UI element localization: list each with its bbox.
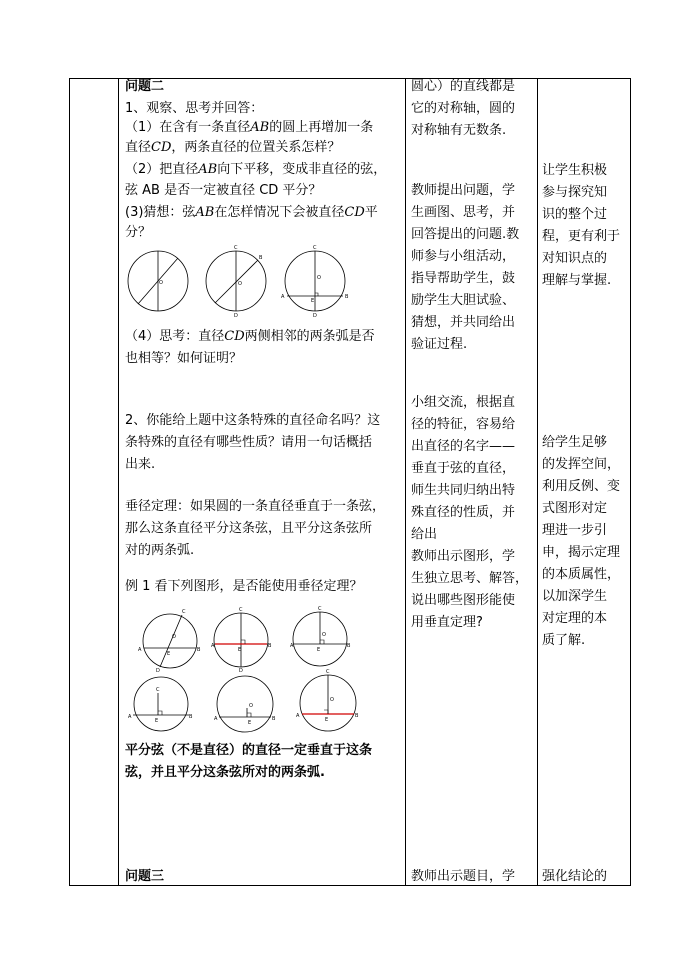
label-a: A [281,294,285,300]
label-b: B [259,255,263,261]
label-o: O [330,697,334,703]
table-border-right [630,78,631,886]
activity-text: 小组交流，根据直 [411,395,516,410]
table-divider-3 [537,78,538,886]
sub-question-3-line-1: (3)猜想：弦AB在怎样情况下会被直径CD平 [125,205,378,220]
table-divider-1 [118,78,119,886]
intent-text: 以加深学生 [542,589,608,604]
label-d: D [234,313,238,319]
activity-text: 猜想，并共同给出 [411,315,516,330]
label-e: E [325,717,329,723]
theorem-line-3: 对的两条弧. [125,543,195,558]
question-2-line-3: 出来. [125,457,156,472]
activity-text: 径的特征，容易给 [411,417,516,432]
figure-chord-bisected [281,245,353,319]
label-b: B [272,716,276,722]
activity-text: 说出哪些图形能使 [411,593,516,608]
activity-text: 验证过程. [411,337,468,352]
question-1: 1、观察、思考并回答： [125,101,264,116]
label-o: O [322,632,326,638]
sub-question-1-line-2: 直径CD，两条直径的位置关系怎样？ [125,140,341,155]
theorem-line-2: 那么这条直径平分这条弦，且平分这条弦所 [125,521,373,536]
table-divider-2 [405,78,406,886]
label-c: C [239,607,243,613]
label-b: B [345,294,349,300]
label-b: B [189,714,193,720]
label-a: A [211,643,215,649]
activity-text: 师参与小组活动， [411,249,516,264]
label-b: B [355,713,359,719]
activity-text: 它的对称轴，圆的 [411,101,516,116]
sub-question-4-line-2: 也相等？如何证明？ [125,351,243,366]
activity-text: 生画图、思考，并 [411,205,516,220]
label-o: O [159,280,163,286]
intent-text: 理解与掌握. [542,273,612,288]
activity-text: 教师提出问题，学 [411,183,516,198]
label-o: O [172,634,176,640]
label-o: O [317,275,321,281]
intent-text: 式图形对定 [542,501,608,516]
label-a: A [128,714,132,720]
intent-text: 的本质属性， [542,567,621,582]
sub-question-4-line-1: （4）思考：直径CD两侧相邻的两条弧是否 [125,329,375,344]
activity-text: 教师出示题目，学 [411,869,516,884]
figure-perpendicular-diameters-1 [125,248,195,314]
label-b: B [197,647,201,653]
label-d: D [239,668,243,674]
label-d: D [156,668,160,674]
label-c: C [156,687,160,693]
example-figure-5 [213,673,277,737]
activity-text: 教师出示图形，学 [411,549,516,564]
sub-question-2-line-1: （2）把直径AB向下平移，变成非直径的弦， [125,162,387,177]
label-b: B [268,643,272,649]
sub-question-1-line-1: （1）在含有一条直径AB的圆上再增加一条 [125,120,374,135]
figure-diameters-2 [203,245,273,319]
intent-text: 参与探究知 [542,185,608,200]
example-1: 例 1 看下列图形，是否能使用垂径定理？ [125,579,363,594]
intent-text: 识的整个过 [542,207,608,222]
intent-text: 强化结论的 [542,869,608,884]
conclusion-line-2: 弦，并且平分这条弦所对的两条弧. [125,765,325,780]
label-e: E [317,647,321,653]
label-a: A [138,647,142,653]
label-c: C [313,245,317,251]
heading-problem-two: 问题二 [125,79,165,94]
question-2-line-2: 条特殊的直径有哪些性质？请用一句话概括 [125,435,373,450]
activity-text: 师生共同归纳出特 [411,483,516,498]
activity-text: 励学生大胆试验、 [411,293,516,308]
label-e: E [167,651,171,657]
label-e: E [248,720,252,726]
intent-text: 利用反例、变 [542,479,621,494]
intent-text: 申，揭示定理 [542,545,621,560]
intent-text: 对定理的本 [542,611,608,626]
label-c: C [326,669,330,675]
label-a: A [214,716,218,722]
intent-text: 质了解. [542,633,586,648]
table-border-left [69,78,70,886]
activity-text: 用垂直定理? [411,615,483,630]
activity-text: 垂直于弦的直径， [411,461,516,476]
label-o: O [249,703,253,709]
heading-problem-three: 问题三 [125,869,165,884]
label-a: A [296,713,300,719]
label-c: C [234,245,238,251]
activity-text: 给出 [411,527,438,542]
label-e: E [155,718,159,724]
intent-text: 给学生足够 [542,435,608,450]
label-c: C [318,606,322,612]
sub-question-3-line-2: 分？ [125,225,152,240]
label-b: B [347,643,351,649]
sub-question-2-line-2: 弦 AB 是否一定被直径 CD 平分？ [125,183,322,198]
activity-text: 指导帮助学生，鼓 [411,271,516,286]
conclusion-line-1: 平分弦（不是直径）的直径一定垂直于这条 [125,743,373,758]
label-d: D [313,313,317,319]
label-o: O [238,281,242,287]
label-c: C [182,609,186,615]
example-figure-6 [296,670,360,736]
example-figure-3 [290,608,352,670]
label-a: A [290,643,294,649]
theorem-line-1: 垂径定理：如果圆的一条直径垂直于一条弦， [125,499,386,514]
label-e: E [238,647,242,653]
intent-text: 让学生积极 [542,163,608,178]
example-figure-2 [211,608,273,672]
intent-text: 程，更有利于 [542,229,621,244]
activity-text: 生独立思考、解答， [411,571,529,586]
activity-text: 对称轴有无数条. [411,123,507,138]
intent-text: 的发挥空间， [542,457,621,472]
label-e: E [311,298,315,304]
activity-text: 圆心）的直线都是 [411,79,516,94]
question-2-line-1: 2、你能给上题中这条特殊的直径命名吗？这 [125,413,381,428]
example-figure-1 [138,610,202,672]
intent-text: 对知识点的 [542,251,608,266]
activity-text: 回答提出的问题.教 [411,227,520,242]
activity-text: 殊直径的性质，并 [411,505,516,520]
intent-text: 理进一步引 [542,523,608,538]
example-figure-4 [128,673,192,735]
activity-text: 出直径的名字—— [411,439,516,454]
